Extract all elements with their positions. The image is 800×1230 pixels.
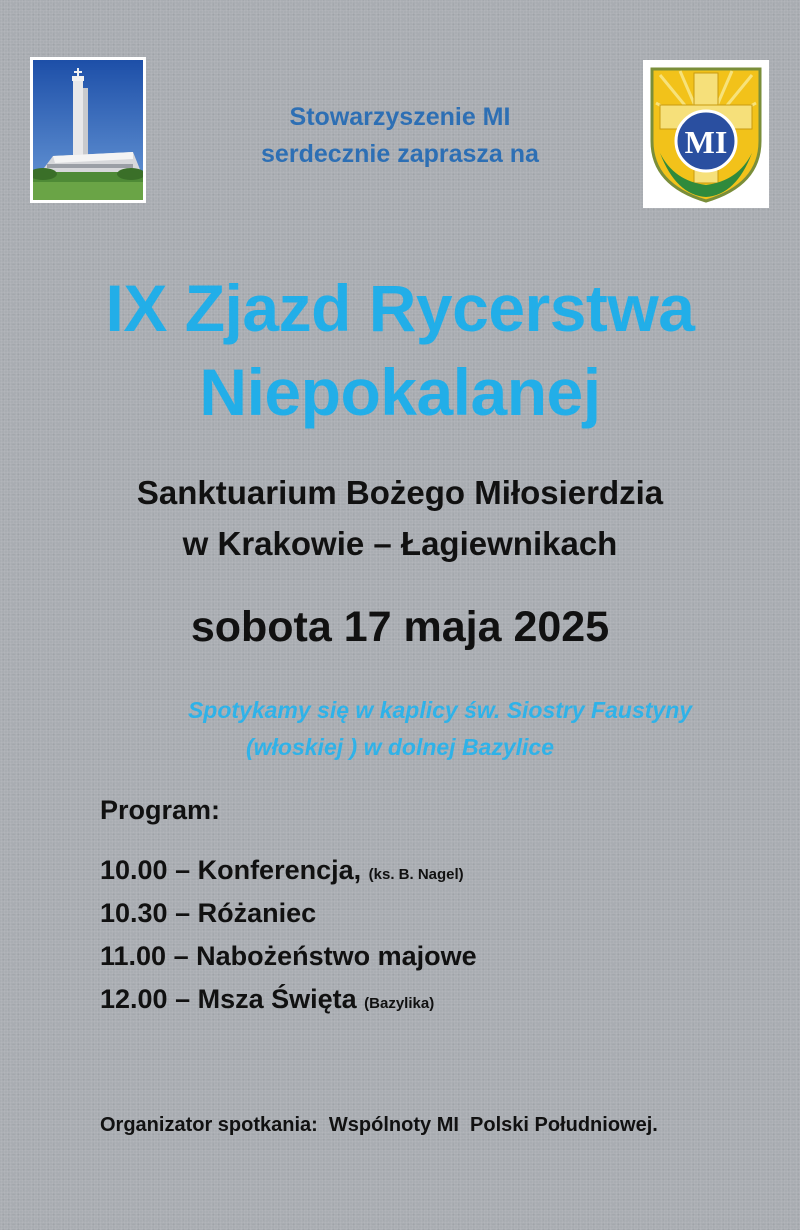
program-item-note: (ks. B. Nagel) — [368, 866, 464, 883]
program-item-note: (Bazylika) — [364, 995, 435, 1012]
mi-logo — [643, 60, 769, 208]
header-line-1: Stowarzyszenie MI — [289, 103, 511, 131]
program-item-text: 11.00 – Nabożeństwo majowe — [100, 941, 477, 971]
event-title-line-1: IX Zjazd Rycerstwa — [105, 271, 695, 345]
program-item — [100, 941, 477, 972]
organizer-line: Organizator spotkania: Wspólnoty MI Polski Południowej. — [100, 1114, 658, 1136]
program-item-text: 12.00 – Msza Święta — [100, 984, 365, 1014]
program-heading: Program: — [100, 795, 221, 825]
event-title-line-2: Niepokalanej — [199, 355, 601, 429]
header-line-2: serdecznie zaprasza na — [261, 140, 539, 168]
program-item-text: 10.00 – Konferencja, — [100, 855, 369, 885]
meeting-place-line-2: (włoskiej ) w dolnej Bazylice — [245, 734, 555, 760]
program-item-text: 10.30 – Różaniec — [100, 898, 317, 928]
venue-line-1: Sanktuarium Bożego Miłosierdzia — [136, 474, 664, 511]
mi-emblem — [646, 63, 766, 205]
program-item — [100, 855, 464, 886]
program-item — [100, 984, 434, 1015]
venue-line-2: w Krakowie – Łagiewnikach — [182, 525, 618, 562]
logo-text: MI — [684, 124, 728, 160]
event-date: sobota 17 maja 2025 — [190, 603, 610, 651]
program-item — [100, 898, 316, 929]
meeting-place-line-1: Spotykamy się w kaplicy św. Siostry Faustyny — [187, 697, 693, 723]
